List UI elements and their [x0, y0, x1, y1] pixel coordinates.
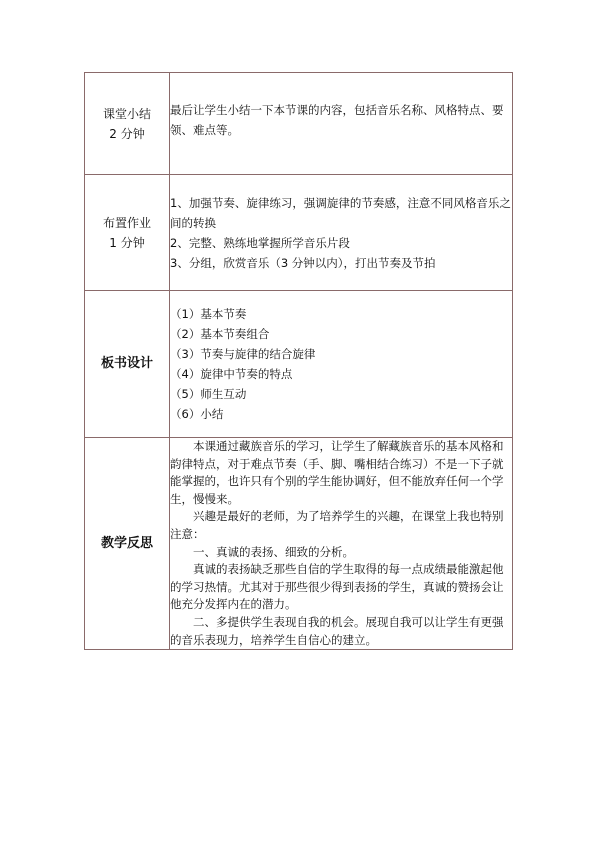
reflection-paragraph-2: 兴趣是最好的老师，为了培养学生的兴趣，在课堂上我也特别注意：: [170, 509, 504, 541]
list-item: （2）基本节奏组合: [170, 327, 270, 341]
summary-label: 课堂小结: [102, 106, 151, 121]
summary-content-cell: [170, 73, 513, 175]
homework-item-3: 3、分组，欣赏音乐（3 分钟以内），打出节奏及节拍: [170, 255, 436, 270]
homework-item-1: 1、加强节奏、旋律练习，强调旋律的节奏感，注意不同风格音乐之间的转换: [170, 195, 511, 230]
table-row-summary: [85, 73, 513, 175]
summary-text: 最后让学生小结一下本节课的内容，包括音乐名称、风格特点、要领、难点等。: [170, 102, 504, 137]
list-item: （4）旋律中节奏的特点: [170, 367, 293, 381]
table-row-homework: [85, 175, 513, 291]
reflection-paragraph-5: 二、多提供学生表现自我的机会。展现自我可以让学生有更强的音乐表现力，培养学生自信心的建立。: [170, 614, 504, 647]
reflection-label-cell: [85, 438, 170, 650]
board-design-content-cell: [170, 291, 513, 438]
reflection-paragraph-1: 本课通过藏族音乐的学习，让学生了解藏族音乐的基本风格和韵律特点，对于难点节奏（手、脚、嘴相结合练习）不是一下子就能掌握的，也许只有个别的学生能协调好，但不能放弃任何一个学生，慢慢来。: [170, 439, 504, 506]
reflection-label: 教学反思: [100, 535, 153, 551]
summary-label-cell: [85, 73, 170, 175]
lesson-plan-table: [84, 72, 513, 650]
list-item: （3）节奏与旋律的结合旋律: [170, 347, 316, 361]
list-item: （5）师生互动: [170, 387, 247, 401]
table-row-board-design: [85, 291, 513, 438]
summary-duration: 2 分钟: [109, 126, 145, 141]
homework-content-cell: [170, 175, 513, 291]
list-item: （1）基本节奏: [170, 307, 247, 321]
homework-duration: 1 分钟: [109, 235, 145, 250]
table-row-reflection: [85, 438, 513, 650]
homework-label: 布置作业: [102, 215, 151, 230]
reflection-paragraph-3: 一、真诚的表扬、细致的分析。: [193, 544, 354, 559]
board-design-label-cell: [85, 291, 170, 438]
board-design-label: 板书设计: [100, 356, 153, 371]
homework-item-2: 2、完整、熟练地掌握所学音乐片段: [170, 235, 350, 250]
reflection-paragraph-4: 真诚的表扬缺乏那些自信的学生取得的每一点成绩最能激起他的学习热情。尤其对于那些很少得到表扬的学生，真诚的赞扬会让他充分发挥内在的潜力。: [170, 562, 504, 612]
list-item: （6）小结: [170, 407, 224, 421]
reflection-content-cell: [170, 438, 513, 650]
homework-label-cell: [85, 175, 170, 291]
